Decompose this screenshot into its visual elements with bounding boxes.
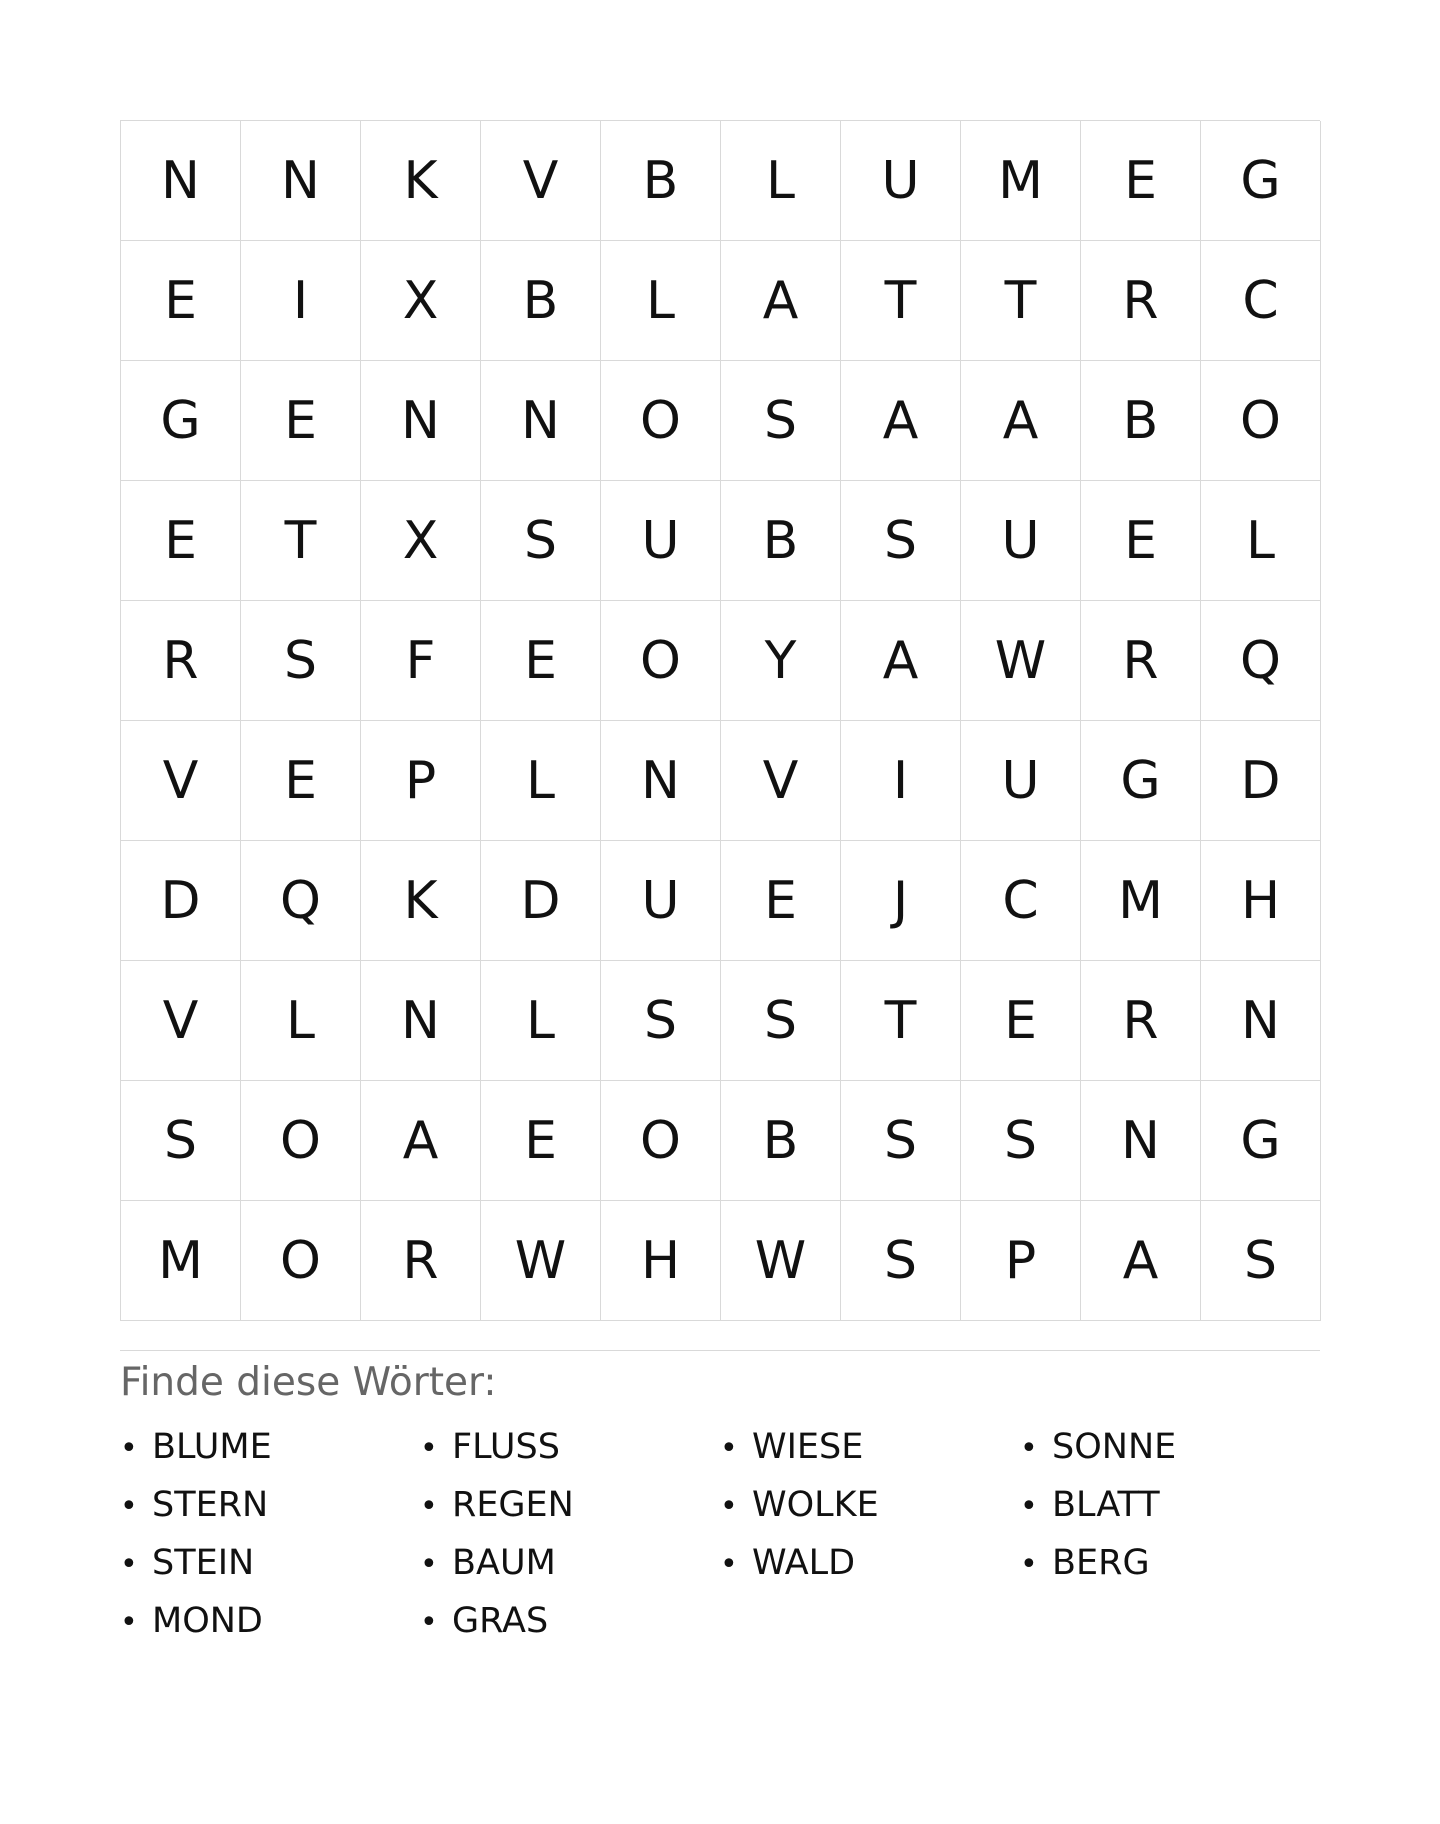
grid-cell[interactable]: T [841, 961, 961, 1081]
grid-cell[interactable]: O [241, 1201, 361, 1321]
grid-cell[interactable]: E [241, 721, 361, 841]
word-label: WALD [752, 1543, 856, 1583]
bullet-icon: • [1020, 1489, 1038, 1524]
word-search-puzzle [120, 120, 1320, 1651]
grid-cell[interactable]: S [841, 481, 961, 601]
grid-cell[interactable]: N [241, 121, 361, 241]
grid-cell[interactable]: S [601, 961, 721, 1081]
word-list-item [120, 1535, 420, 1593]
grid-cell[interactable]: S [241, 601, 361, 721]
grid-cell[interactable]: M [121, 1201, 241, 1321]
grid-cell[interactable]: R [121, 601, 241, 721]
grid-cell[interactable]: U [841, 121, 961, 241]
grid-cell[interactable]: O [1201, 361, 1321, 481]
grid-cell[interactable]: R [361, 1201, 481, 1321]
grid-cell[interactable]: L [241, 961, 361, 1081]
grid-cell[interactable]: E [1081, 481, 1201, 601]
grid-cell[interactable]: N [1081, 1081, 1201, 1201]
grid-cell[interactable]: G [1081, 721, 1201, 841]
word-list-item [420, 1477, 720, 1535]
grid-cell[interactable]: U [601, 841, 721, 961]
grid-cell[interactable]: S [841, 1201, 961, 1321]
bullet-icon: • [120, 1431, 138, 1466]
grid-cell[interactable]: O [601, 1081, 721, 1201]
grid-cell[interactable]: M [1081, 841, 1201, 961]
grid-cell[interactable]: A [721, 241, 841, 361]
word-label: MOND [152, 1601, 263, 1641]
grid-cell[interactable]: G [121, 361, 241, 481]
word-label: WIESE [752, 1427, 864, 1467]
grid-cell[interactable]: Q [241, 841, 361, 961]
grid-cell[interactable]: T [241, 481, 361, 601]
grid-cell[interactable]: W [961, 601, 1081, 721]
grid-cell[interactable]: R [1081, 601, 1201, 721]
grid-cell[interactable]: F [361, 601, 481, 721]
grid-cell[interactable]: E [721, 841, 841, 961]
grid-cell[interactable]: E [241, 361, 361, 481]
grid-cell[interactable]: V [121, 721, 241, 841]
grid-cell[interactable]: O [601, 361, 721, 481]
grid-cell[interactable]: K [361, 841, 481, 961]
word-list-item [420, 1535, 720, 1593]
grid-cell[interactable]: L [721, 121, 841, 241]
grid-cell[interactable]: C [1201, 241, 1321, 361]
grid-cell[interactable]: S [841, 1081, 961, 1201]
grid-cell[interactable]: T [961, 241, 1081, 361]
grid-cell[interactable]: L [1201, 481, 1321, 601]
grid-cell[interactable]: S [721, 961, 841, 1081]
bullet-icon: • [120, 1605, 138, 1640]
word-label: BAUM [452, 1543, 556, 1583]
grid-cell[interactable]: L [481, 961, 601, 1081]
bullet-icon: • [1020, 1547, 1038, 1582]
grid-cell[interactable]: X [361, 241, 481, 361]
grid-cell[interactable]: U [601, 481, 721, 601]
grid-cell[interactable]: G [1201, 1081, 1321, 1201]
grid-cell[interactable]: E [481, 1081, 601, 1201]
bullet-icon: • [1020, 1431, 1038, 1466]
grid-cell[interactable]: V [721, 721, 841, 841]
grid-cell[interactable]: O [601, 601, 721, 721]
word-label: FLUSS [452, 1427, 560, 1467]
grid-cell[interactable]: E [121, 481, 241, 601]
word-list-item [120, 1477, 420, 1535]
divider [120, 1350, 1320, 1351]
grid-cell[interactable]: W [721, 1201, 841, 1321]
grid-cell[interactable]: R [1081, 241, 1201, 361]
grid-cell[interactable]: W [481, 1201, 601, 1321]
grid-cell[interactable]: B [1081, 361, 1201, 481]
grid-cell[interactable]: N [601, 721, 721, 841]
grid-cell[interactable]: A [841, 601, 961, 721]
grid-cell[interactable]: S [481, 481, 601, 601]
grid-cell[interactable]: N [361, 961, 481, 1081]
grid-cell[interactable]: I [841, 721, 961, 841]
grid-cell[interactable]: U [961, 481, 1081, 601]
grid-cell[interactable]: B [721, 481, 841, 601]
grid-cell[interactable]: D [121, 841, 241, 961]
grid-cell[interactable]: C [961, 841, 1081, 961]
grid-cell[interactable]: R [1081, 961, 1201, 1081]
letter-grid [120, 120, 1320, 1321]
grid-cell[interactable]: O [241, 1081, 361, 1201]
grid-cell[interactable]: E [1081, 121, 1201, 241]
grid-cell[interactable]: B [721, 1081, 841, 1201]
word-label: WOLKE [752, 1485, 879, 1525]
bullet-icon: • [720, 1489, 738, 1524]
grid-cell[interactable]: N [481, 361, 601, 481]
grid-cell[interactable]: Q [1201, 601, 1321, 721]
grid-cell[interactable]: E [961, 961, 1081, 1081]
grid-cell[interactable]: E [481, 601, 601, 721]
word-list [120, 1419, 1320, 1651]
bullet-icon: • [420, 1547, 438, 1582]
word-list-title: Finde diese Wörter: [120, 1360, 497, 1405]
grid-cell[interactable]: B [481, 241, 601, 361]
grid-cell[interactable]: L [481, 721, 601, 841]
word-label: STERN [152, 1485, 269, 1525]
grid-cell[interactable]: D [1201, 721, 1321, 841]
grid-cell[interactable]: D [481, 841, 601, 961]
word-list-item [120, 1419, 420, 1477]
grid-cell[interactable]: A [1081, 1201, 1201, 1321]
grid-cell[interactable]: Y [721, 601, 841, 721]
grid-cell[interactable]: K [361, 121, 481, 241]
bullet-icon: • [420, 1489, 438, 1524]
word-label: GRAS [452, 1601, 549, 1641]
word-list-item [720, 1477, 1020, 1535]
bullet-icon: • [420, 1431, 438, 1466]
grid-cell[interactable]: L [601, 241, 721, 361]
grid-cell[interactable]: N [1201, 961, 1321, 1081]
grid-cell[interactable]: H [1201, 841, 1321, 961]
word-list-item [1020, 1477, 1320, 1535]
word-label: BERG [1052, 1543, 1150, 1583]
grid-cell[interactable]: E [121, 241, 241, 361]
grid-cell[interactable]: H [601, 1201, 721, 1321]
word-list-item [420, 1593, 720, 1651]
grid-cell[interactable]: S [961, 1081, 1081, 1201]
grid-cell[interactable]: T [841, 241, 961, 361]
grid-cell[interactable]: V [481, 121, 601, 241]
grid-cell[interactable]: P [961, 1201, 1081, 1321]
grid-cell[interactable]: P [361, 721, 481, 841]
grid-cell[interactable]: N [121, 121, 241, 241]
grid-cell[interactable]: A [841, 361, 961, 481]
bullet-icon: • [720, 1431, 738, 1466]
grid-cell[interactable]: A [361, 1081, 481, 1201]
bullet-icon: • [120, 1489, 138, 1524]
word-label: STEIN [152, 1543, 255, 1583]
bullet-icon: • [720, 1547, 738, 1582]
grid-cell[interactable]: J [841, 841, 961, 961]
grid-cell[interactable]: N [361, 361, 481, 481]
word-list-item [1020, 1535, 1320, 1593]
word-label: REGEN [452, 1485, 574, 1525]
grid-cell[interactable]: M [961, 121, 1081, 241]
word-label: BLATT [1052, 1485, 1160, 1525]
grid-cell[interactable]: B [601, 121, 721, 241]
grid-cell[interactable]: I [241, 241, 361, 361]
word-list-item [420, 1419, 720, 1477]
bullet-icon: • [420, 1605, 438, 1640]
grid-cell[interactable]: V [121, 961, 241, 1081]
word-label: SONNE [1052, 1427, 1177, 1467]
grid-cell[interactable]: G [1201, 121, 1321, 241]
grid-cell[interactable]: S [121, 1081, 241, 1201]
word-list-item [720, 1419, 1020, 1477]
word-list-item [1020, 1419, 1320, 1477]
word-list-item [120, 1593, 420, 1651]
grid-cell[interactable]: A [961, 361, 1081, 481]
grid-cell[interactable]: S [1201, 1201, 1321, 1321]
grid-cell[interactable]: S [721, 361, 841, 481]
word-label: BLUME [152, 1427, 272, 1467]
grid-cell[interactable]: X [361, 481, 481, 601]
grid-cell[interactable]: U [961, 721, 1081, 841]
bullet-icon: • [120, 1547, 138, 1582]
word-list-item [720, 1535, 1020, 1593]
